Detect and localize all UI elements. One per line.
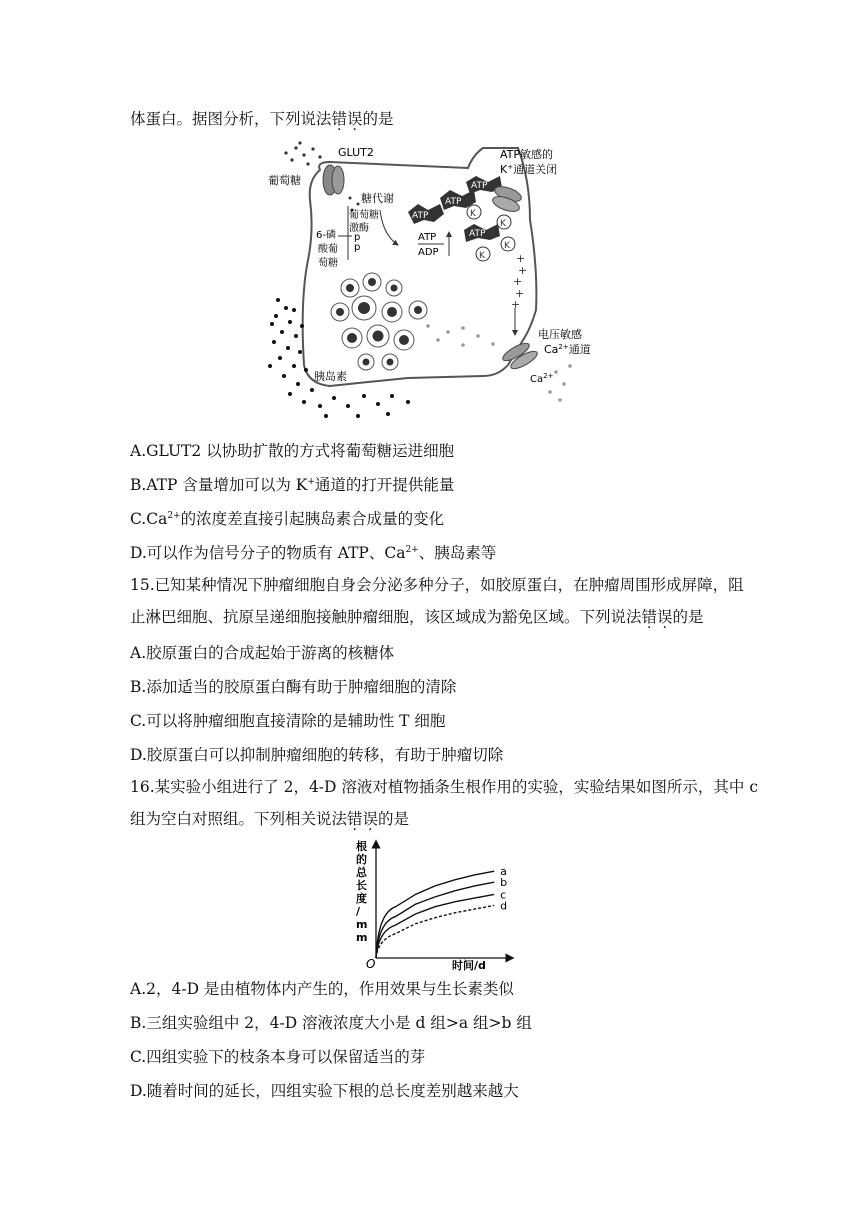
g6p-label-2: 酸葡 (318, 244, 338, 255)
g6p-label: 6-磷 (316, 230, 336, 241)
y-axis-label-char: m (356, 918, 368, 931)
q15-option-a: A.胶原蛋白的合成起始于游离的核糖体 (130, 644, 395, 662)
svg-text:K: K (479, 251, 485, 261)
series-label-d: d (500, 899, 508, 913)
series-label-b: b (500, 876, 508, 890)
q16-stem-line1: 16.某实验小组进行了 2，4-D 溶液对植物插条生根作用的实验，实验结果如图所示，其中 c (130, 778, 759, 796)
y-axis-label-char: m (356, 931, 368, 944)
q14-option-a: A.GLUT2 以协助扩散的方式将葡萄糖运进细胞 (130, 442, 455, 460)
q16-option-d: D.随着时间的延长，四组实验下根的总长度差别越来越大 (130, 1082, 519, 1100)
svg-text:ATP: ATP (445, 197, 462, 207)
q15-option-d: D.胶原蛋白可以抑制肿瘤细胞的转移，有助于肿瘤切除 (130, 746, 504, 764)
ca-channel-label-2: $Ca^{2+}$通道 (544, 343, 591, 356)
svg-text:+: + (518, 264, 528, 277)
metabolism-label: 糖代谢 (361, 192, 394, 205)
phosphate-label-2: p (354, 242, 361, 253)
origin-label: O (366, 957, 376, 971)
svg-text:+: + (516, 252, 526, 265)
atp-label: ATP (418, 232, 437, 243)
svg-text:K: K (470, 209, 476, 219)
q15-stem-line1: 15.已知某种情况下肿瘤细胞自身会分泌多种分子，如胶原蛋白，在肿瘤周围形成屏障，阻 (130, 576, 744, 594)
q14-option-d: D.可以作为信号分子的物质有 ATP、$Ca^{2+}$、胰岛素等 (130, 544, 497, 562)
series-line-a (376, 871, 494, 958)
svg-text:+: + (513, 275, 523, 288)
question-14-stem: 体蛋白。据图分析，下列说法错误的是 (130, 110, 394, 128)
q15-option-c: C.可以将肿瘤细胞直接清除的是辅助性 T 细胞 (130, 712, 446, 730)
beta-cell-diagram (268, 140, 608, 422)
q16-option-c: C.四组实验下的枝条本身可以保留适当的芽 (130, 1048, 426, 1066)
series-label-c: c (500, 888, 507, 902)
y-axis-label-char: / (356, 905, 361, 918)
y-axis-label-char: 总 (356, 866, 367, 879)
calcium-label: $Ca^{2+}$ (530, 372, 554, 385)
q16-option-a: A.2，4-D 是由植物体内产生的，作用效果与生长素类似 (130, 980, 514, 998)
series-line-c (376, 894, 494, 958)
svg-text:ATP: ATP (412, 211, 429, 221)
series-line-d (376, 905, 494, 958)
svg-text:ATP: ATP (471, 181, 488, 191)
svg-text:ATP: ATP (469, 229, 486, 239)
glucokinase-label-2: 激酶 (349, 223, 369, 234)
glut2-label: GLUT2 (338, 146, 374, 159)
y-axis-label-char: 长 (356, 879, 367, 892)
series-label-a: a (500, 865, 507, 879)
svg-text:K: K (500, 219, 506, 229)
glucose-molecules (284, 141, 321, 165)
q16-option-b: B.三组实验组中 2，4-D 溶液浓度大小是 d 组>a 组>b 组 (130, 1014, 532, 1032)
k-atp-channel-label-2: K+通道关闭 (500, 163, 558, 176)
q15-option-b: B.添加适当的胶原蛋白酶有助于肿瘤细胞的清除 (130, 678, 457, 696)
root-length-chart (350, 836, 520, 972)
g6p-label-3: 萄糖 (318, 258, 338, 269)
y-axis-label-char: 度 (356, 892, 367, 905)
x-axis-label: 时间/d (452, 959, 486, 972)
q16-stem-line2: 组为空白对照组。下列相关说法错误的是 (130, 810, 410, 828)
y-axis-label-char: 根 (356, 840, 367, 853)
insulin-label: 胰岛素 (314, 370, 347, 383)
insulin-granules (331, 273, 427, 370)
depolarization-charges (511, 252, 527, 311)
q14-option-b: B.ATP 含量增加可以为 K+通道的打开提供能量 (130, 476, 455, 494)
y-axis-label (356, 839, 368, 944)
series-line-b (376, 882, 494, 958)
q15-stem-line2: 止淋巴细胞、抗原呈递细胞接触肿瘤细胞，该区域成为豁免区域。下列说法错误的是 (130, 608, 704, 626)
adp-label: ADP (418, 247, 439, 258)
y-axis-label-char: 的 (356, 853, 367, 866)
q14-option-c: $C.Ca^{2+}$的浓度差直接引起胰岛素合成量的变化 (130, 510, 445, 528)
svg-text:K: K (504, 241, 510, 251)
phosphate-label: p (354, 232, 361, 243)
svg-text:+: + (511, 298, 521, 311)
svg-text:+: + (515, 287, 525, 300)
k-atp-channel-label: ATP敏感的 (500, 148, 554, 161)
glucokinase-label: 葡萄糖 (349, 210, 379, 221)
glucose-label: 葡萄糖 (268, 174, 301, 187)
ca-channel-label: 电压敏感 (538, 328, 582, 341)
